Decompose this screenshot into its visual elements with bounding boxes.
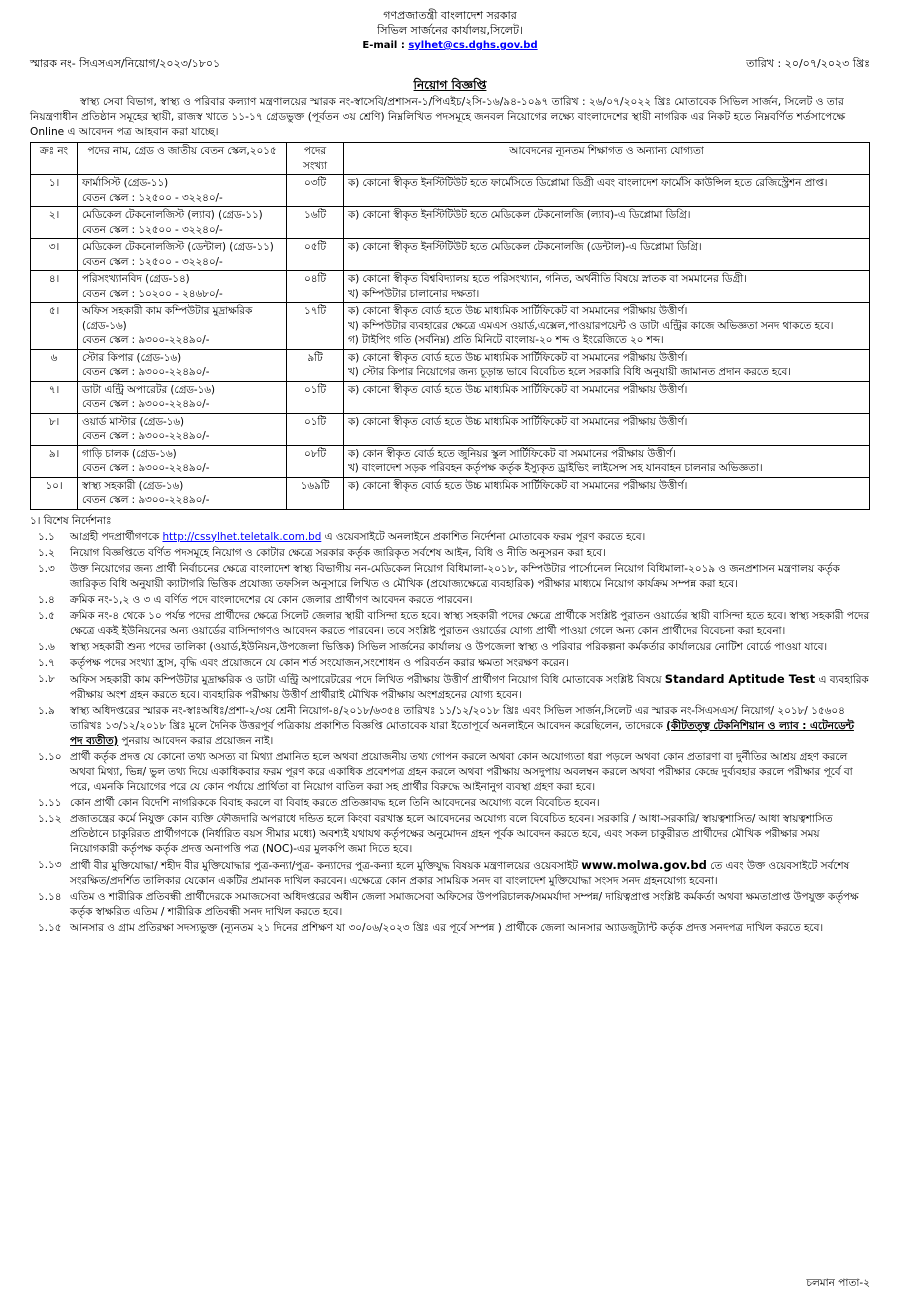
requirement-item: ক) কোনো স্বীকৃত বিশ্ববিদ্যালয় হতে পরিসংখ্যান, গনিত, অর্থনীতি বিষয়ে স্নাতক বা সমমানের ডিগ্রী। bbox=[348, 273, 747, 286]
row-serial: ৩। bbox=[31, 239, 78, 271]
post-name: অফিস সহকারী কাম কম্পিউটার মুদ্রাক্ষরিক (গ্রেড-১৬) bbox=[82, 305, 253, 332]
row-requirements bbox=[344, 239, 870, 271]
row-post bbox=[78, 303, 287, 350]
instruction-1-12: ১.১২ প্রজাতন্ত্রের কর্মে নিযুক্ত কোন ব্যক্তি ফৌজদারি অপরাধে দন্ডিত হলে কিংবা বরখাস্ত হলে আবেদনের অযোগ্য বলে বিবেচিত হবেন। সরকারি / আধা-সরকারি/ স্বায়ত্বশাসিত/ আধা স্বায়ত্বশাসিত প্রতিষ্ঠানে চাকুরিরত প্রার্থীগণকে (নির্ধারিত বয়স সীমার মধ্যে) অবশ্যই যথাযথ কর্তৃপক্ষের অনুমোদন গ্রহন পূর্বক আবেদন করতে হবে, এবং সকল চাকুরীরত প্রার্থীদের মৌখিক পরীক্ষার সময় নিয়োগকারী কর্তৃপক্ষ কর্তৃক প্রদত্ত অনাপত্তি পত্র (NOC)-এর মুলকপি জমা দিতে হবে। bbox=[38, 812, 833, 855]
row-count: ১৬টি bbox=[287, 207, 344, 239]
instruction-1-5: ১.৫ ক্রমিক নং-৪ থেকে ১০ পর্যন্ত পদের প্রার্থীদের ক্ষেত্রে সিলেট জেলার স্থায়ী বাসিন্দা হতে হবে। স্বাস্থ্য সহকারী পদের ক্ষেত্রে প্রার্থীকে সংশ্লিষ্ট পুরাতন ওয়ার্ডের স্থায়ী বাসিন্দা হতে হবে। স্বাস্থ্য সহকারী পদের ক্ষেত্রে একই ইউনিয়নের অন্য ওয়ার্ডের বাসিন্দাগণও আবেদন করতে পারবেন। তবে সংশ্লিষ্ট পুরাতন ওয়ার্ডের যোগ্য প্রার্থী পাওয়া গেলে অন্য কোন প্রার্থীদের বিবেচনা করা হবেনা। bbox=[38, 609, 870, 637]
row-requirements bbox=[344, 349, 870, 381]
row-count: ০১টি bbox=[287, 381, 344, 413]
instruction-1-15: ১.১৫ আনসার ও গ্রাম প্রতিরক্ষা সদস্যভুক্ত (ন্যূনতম ২১ দিনের প্রশিক্ষণ যা ৩০/০৬/২০২৩ খ্রিঃ এর পূর্বে সম্পন্ন ) প্রার্থীকে জেলা আনসার অ্যাডজুট্যান্ট কর্তৃক প্রদত্ত সনদপত্র দাখিল করতে হবে। bbox=[38, 921, 824, 934]
row-count: ০৫টি bbox=[287, 239, 344, 271]
requirement-item: খ) স্টোর কিপার নিয়োগের জন্য চূড়ান্ত ভাবে বিবেচিত হলে সরকারি বিধি অনুযায়ী জামানত প্রদান করতে হবে। bbox=[348, 366, 791, 379]
row-count: ০৪টি bbox=[287, 271, 344, 303]
requirement-item: ক) কোনো স্বীকৃত বোর্ড হতে উচ্চ মাধ্যমিক সার্টিফিকেট বা সমমানের পরীক্ষায় উত্তীর্ণ। bbox=[348, 383, 688, 396]
col-serial: ক্রঃ নং bbox=[31, 143, 78, 175]
requirement-item: ক) কোনো স্বীকৃত বোর্ড হতে উচ্চ মাধ্যমিক সার্টিফিকেট বা সমমানের পরীক্ষায় উত্তীর্ণ। bbox=[348, 415, 688, 428]
row-post bbox=[78, 477, 287, 509]
table-row bbox=[31, 445, 870, 477]
row-requirements bbox=[344, 445, 870, 477]
row-serial: ৭। bbox=[31, 381, 78, 413]
instruction-1-8: ১.৮ অফিস সহকারী কাম কম্পিউটার মুদ্রাক্ষরিক ও ডাটা এন্ট্রি অপারেটরের পদে লিখিত পরীক্ষায় উত্তীর্ণ প্রার্থীগণ নিয়োগ বিধি মোতাবেক সংশ্লিষ্ট বিষয়ে Standard Aptitude Test এ ব্যবহারিক পরীক্ষায় অংশ গ্রহন করতে হবে। ব্যবহারিক পরীক্ষায় উত্তীর্ণ প্রার্থীরাই মৌখিক পরীক্ষায় অংশগ্রহনের যোগ্য হবেন। bbox=[38, 671, 869, 701]
post-name: স্টোর কিপার (গ্রেড-১৬) bbox=[82, 351, 182, 364]
posts-table bbox=[30, 142, 870, 510]
row-post bbox=[78, 413, 287, 445]
instruction-1-3: ১.৩ উক্ত নিয়োগের জন্য প্রার্থী নির্বাচনের ক্ষেত্রে বাংলাদেশ স্বাস্থ্য বিভাগীয় নন-মেডিকেল নিয়োগ বিধিমালা-২০১৮, কম্পিউটার পার্সোনেল নিয়োগ বিধিমালা-২০১৯ ও জনপ্রশাসন মন্ত্রণালয় কর্তৃক জারিকৃত বিধি অনুযায়ী ক্যাটাগরি ভিত্তিক প্রযোজ্য তফসিল অনুসারে লিখিত ও মৌখিক (প্রযোজ্যক্ষেত্রে ব্যবহারিক) পরীক্ষার মাধ্যমে নিয়োগ কার্যক্রম সম্পন্ন করা হবে। bbox=[38, 562, 840, 590]
application-website-link[interactable]: http://cssylhet.teletalk.com.bd bbox=[162, 530, 322, 543]
requirement-item: ক) কোনো স্বীকৃত ইনস্টিটিউট হতে মেডিকেল টেকনোলজি (ল্যাব)-এ ডিপ্লোমা ডিগ্রি। bbox=[348, 209, 691, 222]
requirement-item: খ) কম্পিউটার ব্যবহারের ক্ষেত্রে এমএস ওয়ার্ড,এক্সেল,পাওয়ারপয়েন্ট ও ডাটা এন্ট্রির কাজে অভিজ্ঞতা সনদ থাকতে হবে। bbox=[348, 319, 834, 332]
instruction-1-9: ১.৯ স্বাস্থ্য অধিদপ্তরের স্মারক নং-স্বাঃঅধিঃ/প্রশা-২/৩য় শ্রেনী নিয়োগ-৪/২০১৮/৬৩৫৪ তারিখঃ ১১/১২/২০১৮ খ্রিঃ এবং সিভিল সার্জন,সিলেট এর স্মারক নং-সিএসএস/ নিয়োগ/ ২০১৮/ ১৫৬০৪ তারিখঃ ১৩/১২/২০১৮ খ্রিঃ মুলে দৈনিক উত্তরপূর্ব পত্রিকায় প্রকাশিত বিজ্ঞপ্তি মোতাবেক যারা ইতোপূর্বে অনলাইনে আবেদন করেছিলেন, তাদেরকে (কীটতত্ত্ব টেকনিশিয়ান ও ল্যাব : এটেনডেন্ট পদ ব্যতীত) পুনরায় আবেদন করার প্রয়োজন নাই। bbox=[38, 704, 854, 747]
requirement-item: গ) টাইপিং গতি (সর্বনিম্ন) প্রতি মিনিটে বাংলায়-২০ শব্দ ও ইংরেজিতে ২০ শব্দ। bbox=[348, 334, 664, 347]
instruction-1-7: ১.৭ কর্তৃপক্ষ পদের সংখ্যা হ্রাস, বৃদ্ধি এবং প্রয়োজনে যে কোন শর্ত সংযোজন,সংশোধন ও পরিবর্তন করার ক্ষমতা সংরক্ষণ করেন। bbox=[38, 656, 569, 669]
requirement-item: ক) কোনো স্বীকৃত ইনস্টিটিউট হতে ফার্মেসিতে ডিপ্লোমা ডিগ্রী এবং বাংলাদেশ ফার্মেসি কাউন্সিল হতে রেজিস্ট্রেশন প্রাপ্ত। bbox=[348, 177, 828, 190]
table-row bbox=[31, 349, 870, 381]
instruction-1-6: ১.৬ স্বাস্থ্য সহকারী শুন্য পদের তালিকা (ওয়ার্ড,ইউনিয়ন,উপজেলা ভিত্তিক) সিভিল সার্জনের কার্যালয় ও উপজেলা স্বাস্থ্য ও পরিবার পরিকল্পনা কর্মকর্তার কার্যালয়ের নোটিশ বোর্ডে পাওয়া যাবে। bbox=[38, 640, 828, 653]
row-count: ০১টি bbox=[287, 413, 344, 445]
post-name: গাড়ি চালক (গ্রেড-১৬) bbox=[82, 447, 177, 460]
post-name: মেডিকেল টেকনোলজিস্ট (ল্যাব) (গ্রেড-১১) bbox=[82, 209, 263, 222]
pay-scale: বেতন স্কেল : ৯৩০০-২২৪৯০/- bbox=[82, 494, 210, 507]
row-count: ০৮টি bbox=[287, 445, 344, 477]
requirement-item: খ) বাংলাদেশ সড়ক পরিবহন কর্তৃপক্ষ কর্তৃক ইস্যুকৃত ড্রাইভিং লাইসেন্স সহ যানবাহন চালনার অভিজ্ঞতা। bbox=[348, 462, 763, 475]
instruction-1-11: ১.১১ কোন প্রার্থী কোন বিদেশি নাগরিককে বিবাহ করলে বা বিবাহ করতে প্রতিজ্ঞাবদ্ধ হলে তিনি আবেদনের অযোগ্য বলে বিবেচিত হবেন। bbox=[38, 796, 600, 809]
row-requirements bbox=[344, 381, 870, 413]
row-requirements bbox=[344, 477, 870, 509]
pay-scale: বেতন স্কেল : ৯৩০০-২২৪৯০/- bbox=[82, 334, 210, 347]
table-row bbox=[31, 381, 870, 413]
row-serial: ৬ bbox=[31, 349, 78, 381]
requirement-item: খ) কম্পিউটার চালানোর দক্ষতা। bbox=[348, 287, 480, 300]
pay-scale: বেতন স্কেল : ৯৩০০-২২৪৯০/- bbox=[82, 430, 210, 443]
row-requirements bbox=[344, 271, 870, 303]
row-requirements bbox=[344, 207, 870, 239]
continued-page-note: চলমান পাতা-২ bbox=[806, 1276, 870, 1289]
row-serial: ৪। bbox=[31, 271, 78, 303]
post-name: স্বাস্থ্য সহকারী (গ্রেড-১৬) bbox=[82, 479, 184, 492]
requirement-item: ক) কোনো স্বীকৃত বোর্ড হতে উচ্চ মাধ্যমিক সার্টিফিকেট বা সমমানের পরীক্ষায় উত্তীর্ণ। bbox=[348, 305, 688, 318]
email-line bbox=[0, 38, 900, 53]
instruction-1-2: ১.২ নিয়োগ বিজ্ঞপ্তিতে বর্ণিত পদসমূহে নিয়োগ ও কোটার ক্ষেত্রে সরকার কর্তৃক জারিকৃত সর্বশেষ আইন, বিধি ও নীতি অনুসরন করা হবে। bbox=[38, 546, 606, 559]
row-count: ৯টি bbox=[287, 349, 344, 381]
instruction-1-13: ১.১৩ প্রার্থী বীর মুক্তিযোদ্ধা/ শহীদ বীর মুক্তিযোদ্ধার পুত্র-কন্যা/পুত্র- কন্যাদের পুত্র-কন্যা হলে মুক্তিযুদ্ধ বিষয়ক মন্ত্রণালয়ের ওয়েবসাইট www.molwa.gov.bd তে এবং উক্ত ওয়েবসাইটে সর্বশেষ সংরক্ষিত/প্রদর্শিত তালিকার যেকোন একটির প্রমানক দাখিল করবেন। এক্ষেত্রে কোন প্রকার সাময়িক সনদ বা বাংলাদেশ মুক্তিযোদ্ধা সংসদ সনদ গ্রহনযোগ্য হবেনা। bbox=[38, 857, 850, 887]
instruction-1-1: ১.১ আগ্রহী পদপ্রার্থীগণকে http://cssylhet.teletalk.com.bd এ ওয়েবসাইটে অনলাইনে প্রকাশিত নির্দেশনা মোতাবেক ফরম পূরণ করতে হবে। bbox=[38, 530, 646, 543]
pay-scale: বেতন স্কেল : ৯৩০০-২২৪৯০/- bbox=[82, 462, 210, 475]
requirement-item: ক) কোনো স্বীকৃত বোর্ড হতে উচ্চ মাধ্যমিক সার্টিফিকেট বা সমমানের পরীক্ষায় উত্তীর্ণ। bbox=[348, 479, 688, 492]
row-post bbox=[78, 349, 287, 381]
table-row bbox=[31, 239, 870, 271]
special-instructions bbox=[30, 514, 870, 936]
row-serial: ৫। bbox=[31, 303, 78, 350]
row-post bbox=[78, 271, 287, 303]
memo-number: স্মারক নং- সিএসএস/নিয়োগ/২০২৩/১৮০১ bbox=[30, 57, 221, 70]
memo-row bbox=[30, 57, 870, 73]
row-serial: ১০। bbox=[31, 477, 78, 509]
pay-scale: বেতন স্কেল : ১০২০০ - ২৪৬৮০/- bbox=[82, 287, 223, 300]
row-post bbox=[78, 445, 287, 477]
requirement-item: ক) কোনো স্বীকৃত ইনস্টিটিউট হতে মেডিকেল টেকনোলজি (ডেন্টাল)-এ ডিপ্লোমা ডিগ্রি। bbox=[348, 241, 702, 254]
intro-paragraph: স্বাস্থ্য সেবা বিভাগ, স্বাস্থ্য ও পরিবার কল্যাণ মন্ত্রণালয়ের স্মারক নং-স্বাসেবি/প্রশাসন-১/পিএইচ/২সি-১৬/৯৪-১০৯৭ তারিখ : ২৬/০৭/২০২২ খ্রিঃ মোতাবেক সিভিল সার্জন, সিলেট ও তার নিয়ন্ত্রণাধীন প্রতিষ্ঠান সমূহের স্থায়ী, রাজস্ব খাতে ১১-১৭ গ্রেডভুক্ত (পূর্বতন ৩য় শ্রেণি) নিম্নলিখিত পদসমূহে জনবল নিয়োগের লক্ষ্যে বাংলাদেশের স্থায়ী নাগরিক এর নিকট হতে নিম্নবর্ণিত শর্তসাপেক্ষে Online এ আবেদন পত্র আহবান করা যাচ্ছে। bbox=[30, 96, 846, 139]
instructions-heading: ১। বিশেষ নির্দেশনাঃ bbox=[30, 514, 112, 527]
row-post bbox=[78, 381, 287, 413]
table-row bbox=[31, 207, 870, 239]
table-row bbox=[31, 175, 870, 207]
notice-title: নিয়োগ বিজ্ঞপ্তি bbox=[413, 78, 487, 92]
instruction-1-4: ১.৪ ক্রমিক নং-১,২ ও ৩ এ বর্ণিত পদে বাংলাদেশের যে কোন জেলার প্রার্থীগণ আবেদন করতে পারবেন। bbox=[38, 593, 473, 606]
row-post bbox=[78, 239, 287, 271]
table-row bbox=[31, 477, 870, 509]
office-name: সিভিল সার্জনের কার্যালয়,সিলেট। bbox=[377, 24, 523, 37]
row-serial: ৮। bbox=[31, 413, 78, 445]
table-row bbox=[31, 303, 870, 350]
pay-scale: বেতন স্কেল : ১২৫০০ - ৩২২৪০/- bbox=[82, 191, 223, 204]
row-requirements bbox=[344, 303, 870, 350]
row-post bbox=[78, 207, 287, 239]
post-name: পরিসংখ্যানবিদ (গ্রেড-১৪) bbox=[82, 273, 190, 286]
pay-scale: বেতন স্কেল : ৯৩০০-২২৪৯০/- bbox=[82, 366, 210, 379]
table-header-row bbox=[31, 143, 870, 175]
row-serial: ১। bbox=[31, 175, 78, 207]
row-count: ১৬৯টি bbox=[287, 477, 344, 509]
email-label: E-mail : bbox=[362, 40, 409, 51]
row-serial: ৯। bbox=[31, 445, 78, 477]
row-requirements bbox=[344, 413, 870, 445]
email-link[interactable]: sylhet@cs.dghs.gov.bd bbox=[408, 40, 538, 51]
instruction-1-14: ১.১৪ এতিম ও শারীরিক প্রতিবন্ধী প্রার্থীদেরকে সমাজসেবা অধিদপ্তরের অধীন জেলা সমাজসেবা অফিসের উপপরিচালক/সমমর্যাদা সম্পন্ন/ দায়িত্বপ্রাপ্ত সংশ্লিষ্ট কর্মকর্তা অথবা ক্ষমতাপ্রাপ্ত উপযুক্ত কর্তৃপক্ষ কর্তৃক স্বাক্ষরিত এতিম / শারীরিক প্রতিবন্ধী সনদ দাখিল করতে হবে। bbox=[38, 890, 859, 918]
post-name: ওয়ার্ড মাস্টার (গ্রেড-১৬) bbox=[82, 415, 185, 428]
table-row bbox=[31, 413, 870, 445]
row-requirements bbox=[344, 175, 870, 207]
col-count: পদের সংখ্যা bbox=[287, 143, 344, 175]
col-post: পদের নাম, গ্রেড ও জাতীয় বেতন স্কেল,২০১৫ bbox=[78, 143, 287, 175]
posts-table-body bbox=[31, 175, 870, 510]
row-post bbox=[78, 175, 287, 207]
row-serial: ২। bbox=[31, 207, 78, 239]
memo-date: তারিখ : ২০/০৭/২০২৩ খ্রিঃ bbox=[746, 57, 870, 70]
post-name: ডাটা এন্ট্রি অপারেটর (গ্রেড-১৬) bbox=[82, 383, 215, 396]
government-name: গণপ্রজাতন্ত্রী বাংলাদেশ সরকার bbox=[383, 9, 517, 22]
letterhead bbox=[0, 8, 900, 53]
col-requirements: আবেদনের ন্যূনতম শিক্ষাগত ও অন্যান্য যোগ্যতা bbox=[344, 143, 870, 175]
requirement-item: ক) কোনো স্বীকৃত বোর্ড হতে উচ্চ মাধ্যমিক সার্টিফিকেট বা সমমানের পরীক্ষায় উত্তীর্ণ। bbox=[348, 351, 688, 364]
pay-scale: বেতন স্কেল : ৯৩০০-২২৪৯০/- bbox=[82, 398, 210, 411]
post-name: মেডিকেল টেকনোলজিস্ট (ডেন্টাল) (গ্রেড-১১) বেতন স্কেল : ১২৫০০ - ৩২২৪০/- bbox=[82, 241, 274, 268]
pay-scale: বেতন স্কেল : ১২৫০০ - ৩২২৪০/- bbox=[82, 223, 223, 236]
row-count: ০৩টি bbox=[287, 175, 344, 207]
instruction-1-10: ১.১০ প্রার্থী কর্তৃক প্রদত্ত যে কোনো তথ্য অসত্য বা মিথ্যা প্রমানিত হলে অথবা প্রয়োজনীয় তথ্য গোপন করলে অথবা কোন অযোগ্যতা ধরা পড়লে অথবা কোন প্রতারণা বা দুর্নীতির আশ্রয় গ্রহণ করলে অথবা মিথ্যা, ভিন্ন/ ভুল তথ্য দিয়ে একাধিকবার ফরম পূরণ করে একাধিক প্রবেশপত্র গ্রহন করলে অথবা পরীক্ষায় অসদুপায় অবলম্বন করলে অথবা পরীক্ষার কেন্দ্রে দুর্ব্যবহার করলে পরীক্ষার পূর্বে বা পরে, এমনকি নিয়োগের পরে যে কোন পর্যায়ে প্রার্থিতা বা নিয়োগ বাতিল করা সহ প্রার্থীর বিরুদ্ধে আইনানুগ ব্যবস্থা গ্রহণ করা হবে। bbox=[38, 750, 853, 793]
requirement-item: ক) কোন স্বীকৃত বোর্ড হতে জুনিয়র স্কুল সার্টিফিকেট বা সমমানের পরীক্ষায় উত্তীর্ণ। bbox=[348, 447, 676, 460]
table-row bbox=[31, 271, 870, 303]
row-count: ১৭টি bbox=[287, 303, 344, 350]
post-name: ফার্মাসিস্ট (গ্রেড-১১) bbox=[82, 177, 169, 190]
